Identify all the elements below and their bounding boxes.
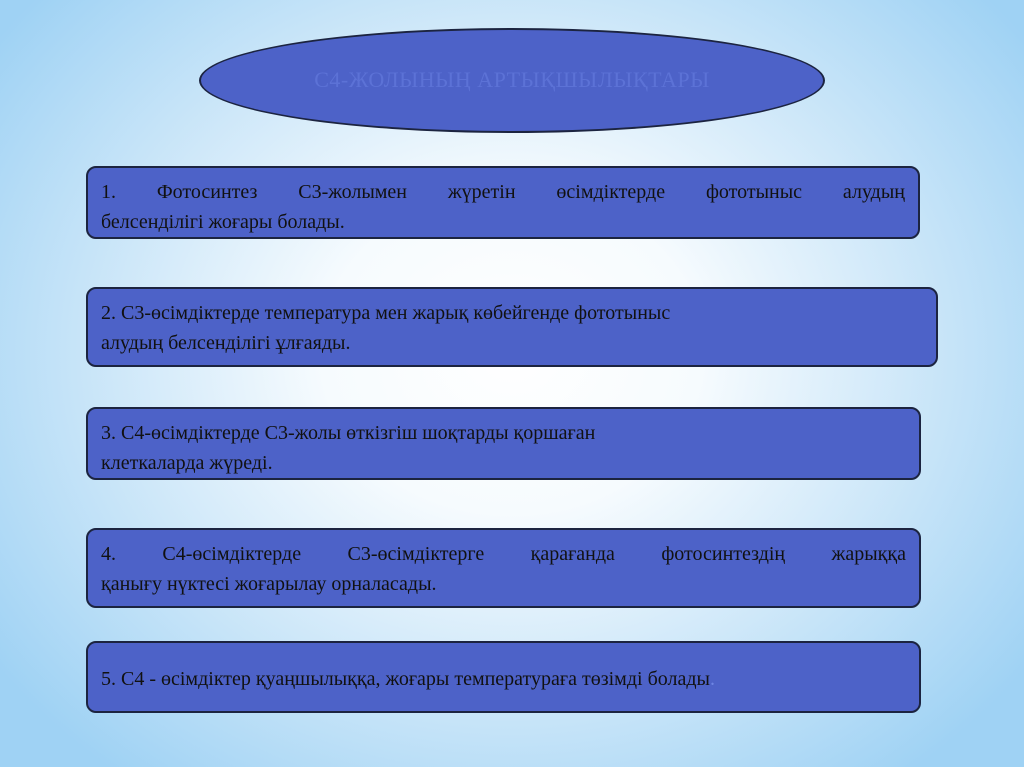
advantage-3-line-2: клеткаларда жүреді. — [101, 452, 273, 474]
advantage-box-3 — [86, 407, 921, 480]
title-oval — [199, 28, 825, 133]
advantage-2-line-1: 2. С3-өсімдіктерде температура мен жарық көбейгенде фототыныс — [101, 302, 671, 324]
advantage-box-1 — [86, 166, 920, 239]
slide-title: С4-ЖОЛЫНЫҢ АРТЫҚШЫЛЫҚТАРЫ — [314, 66, 710, 92]
advantage-3-line-1: 3. С4-өсімдіктерде С3-жолы өткізгіш шоқтарды қоршаған — [101, 422, 596, 444]
advantage-box-5 — [86, 641, 921, 713]
advantage-5-period: . — [709, 668, 715, 690]
advantage-box-4 — [86, 528, 921, 608]
advantage-5-text: 5. С4 - өсімдіктер қуаңшылыққа, жоғары температураға төзімді болады — [101, 668, 710, 690]
advantage-1-line-2: белсенділігі жоғары болады. — [101, 211, 345, 233]
advantage-5-line-1 — [101, 664, 906, 694]
advantage-box-2 — [86, 287, 938, 367]
advantage-4-line-2: қанығу нүктесі жоғарылау орналасады. — [101, 573, 437, 595]
advantage-1-line-1: 1. Фотосинтез С3-жолымен жүретін өсімдіктерде фототыныс алудың — [101, 181, 905, 203]
advantage-2-line-2: алудың белсенділігі ұлғаяды. — [101, 332, 351, 354]
advantage-4-line-1: 4. С4-өсімдіктерде С3-өсімдіктерге қарағанда фотосинтездің жарыққа — [101, 543, 906, 565]
